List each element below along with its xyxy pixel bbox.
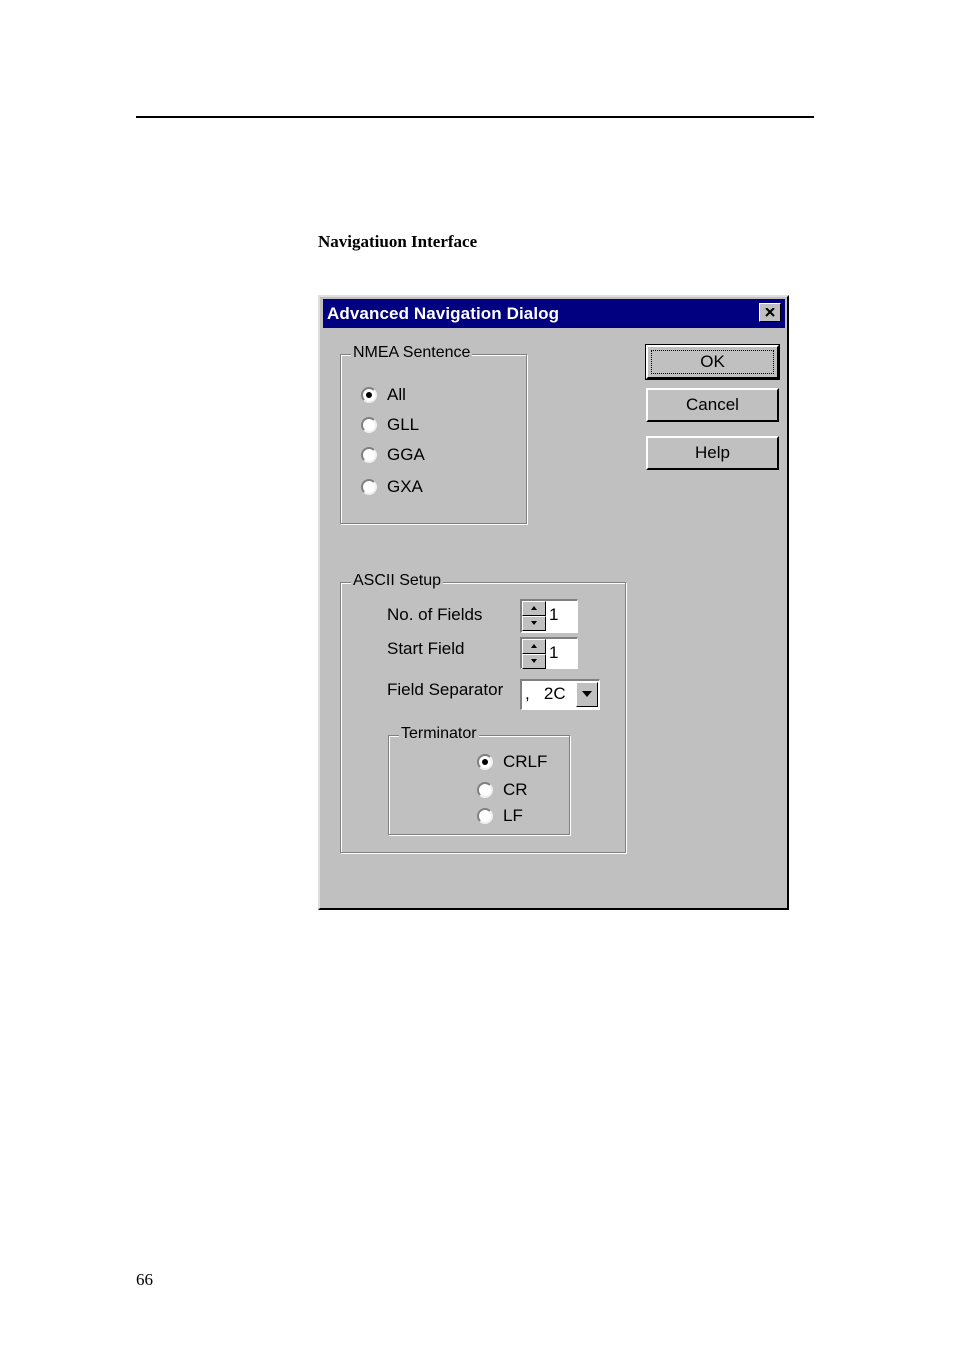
radio-button-checked[interactable] [361,387,377,403]
radio-nmea-all[interactable] [361,385,406,405]
spin-down-button[interactable] [522,654,546,669]
start-field-value: 1 [549,643,559,662]
start-field-spinner[interactable] [520,637,578,669]
radio-button[interactable] [361,447,377,463]
arrow-down-icon [531,659,537,663]
spin-buttons [522,601,546,632]
arrow-up-icon [531,606,537,610]
radio-button[interactable] [477,808,493,824]
terminator-group [388,725,570,835]
ascii-setup-label: ASCII Setup [353,572,442,589]
terminator-label: Terminator [401,725,477,742]
arrow-up-icon [531,644,537,648]
ok-button[interactable] [646,345,779,379]
section-heading: Navigatiuon Interface [318,232,478,251]
spin-buttons [522,639,546,670]
no-of-fields-spinner[interactable] [520,599,578,633]
close-button[interactable] [759,303,781,322]
radio-button[interactable] [361,479,377,495]
radio-label: LF [503,806,523,825]
spin-down-button[interactable] [522,616,546,631]
no-of-fields-value: 1 [549,605,559,624]
focus-rect [651,350,774,374]
radio-label: GXA [387,477,423,496]
page-number: 66 [136,1270,153,1289]
cancel-button[interactable] [646,388,779,422]
field-separator-select[interactable] [520,679,600,710]
header-rule [136,116,814,118]
arrow-down-icon [531,621,537,625]
radio-label: CR [503,780,528,799]
radio-label: All [387,385,406,404]
help-button[interactable] [646,436,779,470]
nmea-sentence-group [340,344,527,524]
radio-terminator-lf[interactable] [477,806,523,826]
spin-up-button[interactable] [522,639,546,654]
titlebar[interactable] [323,299,785,328]
nmea-sentence-label: NMEA Sentence [353,344,471,361]
radio-terminator-cr[interactable] [477,780,528,800]
dialog-title: Advanced Navigation Dialog [327,304,560,323]
dropdown-button[interactable] [576,682,598,707]
no-of-fields-label: No. of Fields [387,605,483,624]
radio-label: GLL [387,415,420,434]
chevron-down-icon [582,691,592,697]
close-icon [765,308,775,317]
radio-nmea-gll[interactable] [361,415,419,435]
radio-button[interactable] [477,782,493,798]
field-separator-value: , 2C [525,684,566,703]
ascii-setup-group [340,572,626,853]
radio-label: GGA [387,445,425,464]
spin-up-button[interactable] [522,601,546,616]
radio-nmea-gxa[interactable] [361,477,423,497]
field-separator-label: Field Separator [387,680,504,699]
ok-button-label: OK [700,352,725,371]
radio-button[interactable] [361,417,377,433]
radio-label: CRLF [503,752,548,771]
radio-terminator-crlf[interactable] [477,752,547,772]
cancel-button-label: Cancel [686,395,739,414]
radio-button-checked[interactable] [477,754,493,770]
start-field-label: Start Field [387,639,465,658]
advanced-navigation-dialog [318,295,789,910]
radio-nmea-gga[interactable] [361,445,425,465]
help-button-label: Help [695,443,730,462]
